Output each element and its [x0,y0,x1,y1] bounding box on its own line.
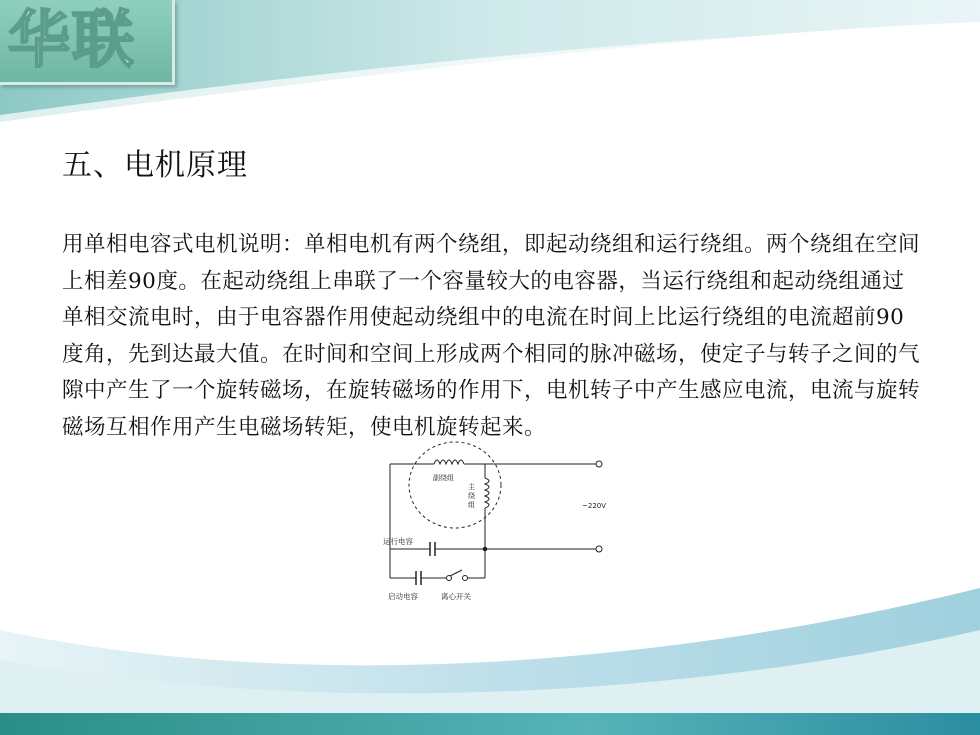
main-winding-label-3: 组 [468,501,475,509]
body-paragraph: 用单相电容式电机说明：单相电机有两个绕组，即起动绕组和运行绕组。两个绕组在空间上相差90度。在起动绕组上串联了一个容量较大的电容器，当运行绕组和起动绕组通过单相交流电时，由于电容器作用使起动绕组中的电流在时间上比运行绕组的电流超前90度角，先到达最大值。在时间和空间上形成两个相同的脉冲磁场，使定子与转子之间的气隙中产生了一个旋转磁场，在旋转磁场的作用下，电机转子中产生感应电流，电流与旋转磁场互相作用产生电磁场转矩，使电机旋转起来。 [62,232,921,440]
main-winding-label-2: 绕 [468,492,475,500]
terminal [596,546,602,552]
junction [483,547,487,551]
logo-text: 华联 [8,3,137,76]
switch-contact [463,576,468,581]
run-capacitor-label: 运行电容 [383,537,413,546]
bottom-band [0,713,980,735]
aux-winding-label: 副绕组 [433,474,454,482]
centrifugal-switch-label: 离心开关 [441,592,471,601]
start-capacitor-label: 启动电容 [388,592,418,601]
page-title: 五、电机原理 [62,148,248,183]
voltage-label: ~220V [582,502,607,510]
diagram-backdrop [370,440,620,615]
terminal [596,461,602,467]
main-winding-label-1: 主 [468,483,475,491]
logo [0,0,175,85]
circuit-diagram [370,440,620,615]
switch-contact [447,576,452,581]
